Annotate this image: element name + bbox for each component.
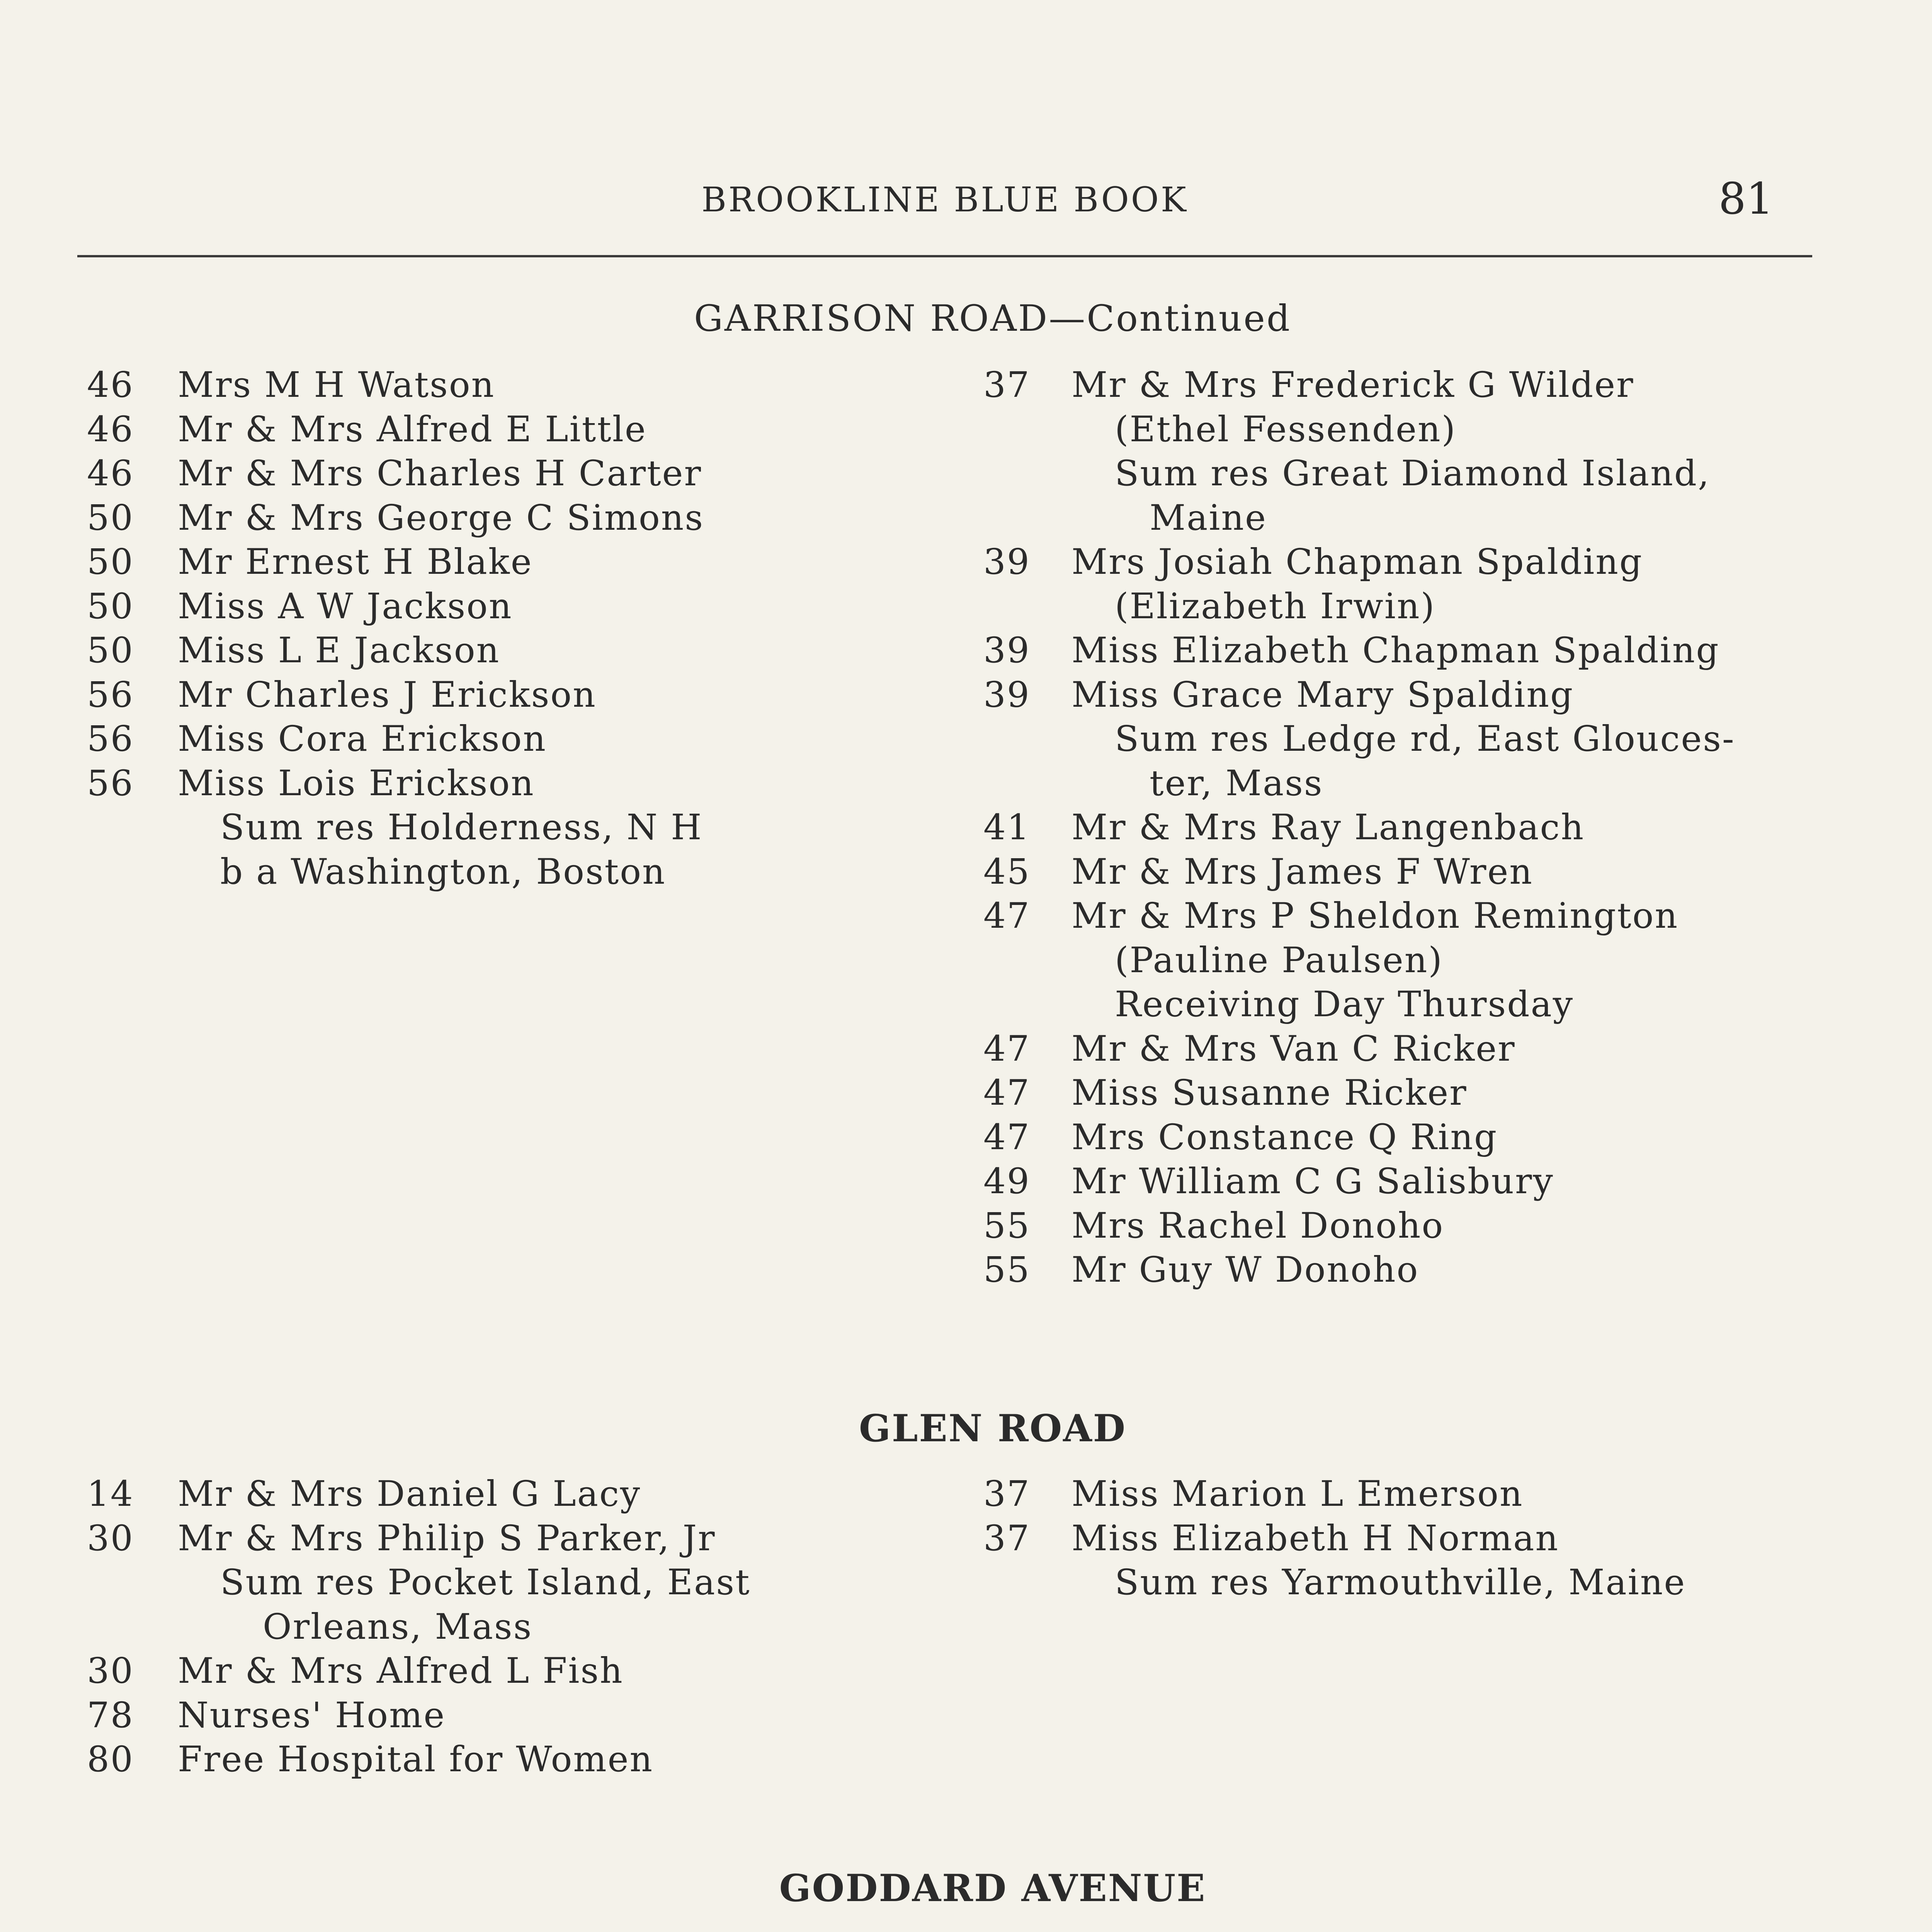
directory-entry <box>87 1472 956 1517</box>
directory-entry <box>87 540 956 585</box>
entry-line <box>983 1248 1911 1293</box>
resident-name: Mr & Mrs Van C Ricker <box>1071 1028 1516 1069</box>
entry-line <box>87 1738 956 1782</box>
resident-name: Nurses' Home <box>178 1695 446 1736</box>
glen-left-column <box>87 1472 956 1782</box>
directory-entry <box>983 1027 1911 1071</box>
house-number: 56 <box>87 674 134 715</box>
directory-entry <box>983 1071 1911 1116</box>
house-number: 47 <box>983 1073 1031 1113</box>
directory-entry <box>983 363 1911 540</box>
entry-continuation-line <box>983 1561 1911 1605</box>
entry-line <box>87 496 956 541</box>
directory-entry <box>87 452 956 496</box>
entry-line <box>87 1694 956 1738</box>
house-number: 46 <box>87 409 134 450</box>
resident-name: Miss Elizabeth Chapman Spalding <box>1071 630 1720 671</box>
entry-continuation-line <box>87 1605 956 1650</box>
house-number: 41 <box>983 807 1031 848</box>
entry-line <box>983 1517 1911 1561</box>
resident-detail: Maine <box>1150 497 1267 538</box>
directory-entry <box>983 850 1911 895</box>
house-number: 50 <box>87 586 134 627</box>
resident-name: Mr & Mrs James F Wren <box>1071 851 1533 892</box>
entry-continuation-line <box>983 496 1911 541</box>
resident-name: Miss Grace Mary Spalding <box>1071 674 1574 715</box>
house-number: 39 <box>983 542 1031 582</box>
directory-entry <box>87 363 956 408</box>
house-number: 47 <box>983 896 1031 936</box>
resident-name: Miss L E Jackson <box>178 630 500 671</box>
resident-detail: b a Washington, Boston <box>220 851 666 892</box>
resident-name: Mr & Mrs Philip S Parker, Jr <box>178 1518 716 1559</box>
resident-name: Mr Ernest H Blake <box>178 542 533 582</box>
entry-line <box>983 1160 1911 1204</box>
resident-name: Mrs Constance Q Ring <box>1071 1117 1498 1158</box>
directory-entry <box>87 585 956 629</box>
house-number: 47 <box>983 1117 1031 1158</box>
house-number: 14 <box>87 1474 134 1514</box>
house-number: 46 <box>87 453 134 494</box>
resident-detail: Sum res Great Diamond Island, <box>1115 453 1710 494</box>
entry-continuation-line <box>983 452 1911 496</box>
running-title: BROOKLINE BLUE BOOK <box>701 180 1188 219</box>
resident-detail: Sum res Yarmouthville, Maine <box>1115 1562 1686 1603</box>
entry-continuation-line <box>87 850 956 895</box>
garrison-right-column <box>983 363 1911 1293</box>
entry-line <box>87 1517 956 1561</box>
house-number: 47 <box>983 1028 1031 1069</box>
entry-line <box>87 717 956 762</box>
glen-right-column <box>983 1472 1911 1605</box>
resident-detail: (Ethel Fessenden) <box>1115 409 1457 450</box>
resident-name: Mr & Mrs P Sheldon Remington <box>1071 896 1679 936</box>
entry-line <box>983 540 1911 585</box>
entry-line <box>983 363 1911 408</box>
house-number: 50 <box>87 497 134 538</box>
house-number: 49 <box>983 1161 1031 1202</box>
directory-entry <box>983 1472 1911 1517</box>
directory-entry <box>87 496 956 541</box>
entry-line <box>983 850 1911 895</box>
page-number: 81 <box>1718 174 1774 224</box>
resident-name: Mr & Mrs Frederick G Wilder <box>1071 365 1634 405</box>
house-number: 78 <box>87 1695 134 1736</box>
resident-name: Mr & Mrs George C Simons <box>178 497 704 538</box>
resident-name: Mr & Mrs Charles H Carter <box>178 453 702 494</box>
resident-name: Miss Susanne Ricker <box>1071 1073 1468 1113</box>
house-number: 39 <box>983 674 1031 715</box>
entry-line <box>983 1204 1911 1248</box>
directory-entry <box>983 1517 1911 1605</box>
entry-continuation-line <box>983 939 1911 983</box>
entry-continuation-line <box>983 717 1911 762</box>
entry-line <box>87 585 956 629</box>
resident-name: Mrs Rachel Donoho <box>1071 1205 1444 1246</box>
directory-entry <box>983 673 1911 806</box>
resident-detail: Sum res Holderness, N H <box>220 807 703 848</box>
resident-name: Mr & Mrs Daniel G Lacy <box>178 1474 641 1514</box>
entry-line <box>87 762 956 806</box>
entry-line <box>87 452 956 496</box>
entry-continuation-line <box>983 408 1911 452</box>
house-number: 55 <box>983 1205 1031 1246</box>
house-number: 37 <box>983 1518 1031 1559</box>
directory-entry <box>983 629 1911 673</box>
entry-line <box>87 629 956 673</box>
resident-detail: Sum res Pocket Island, East <box>220 1562 751 1603</box>
resident-name: Miss Elizabeth H Norman <box>1071 1518 1559 1559</box>
house-number: 46 <box>87 365 134 405</box>
entry-line <box>87 363 956 408</box>
resident-detail: (Pauline Paulsen) <box>1115 940 1443 981</box>
section-heading-goddard-avenue: GODDARD AVENUE <box>779 1866 1206 1910</box>
directory-entry <box>983 806 1911 850</box>
house-number: 50 <box>87 542 134 582</box>
resident-detail: ter, Mass <box>1150 763 1323 804</box>
resident-name: Mr & Mrs Alfred L Fish <box>178 1651 624 1691</box>
resident-name: Miss Marion L Emerson <box>1071 1474 1524 1514</box>
house-number: 30 <box>87 1518 134 1559</box>
resident-name: Mr Charles J Erickson <box>178 674 597 715</box>
resident-name: Mr William C G Salisbury <box>1071 1161 1554 1202</box>
resident-name: Miss Lois Erickson <box>178 763 535 804</box>
house-number: 55 <box>983 1250 1031 1290</box>
house-number: 80 <box>87 1739 134 1780</box>
directory-entry <box>983 1204 1911 1248</box>
entry-line <box>983 673 1911 718</box>
directory-entry <box>983 540 1911 629</box>
resident-name: Mrs M H Watson <box>178 365 495 405</box>
resident-name: Mr & Mrs Ray Langenbach <box>1071 807 1585 848</box>
directory-entry <box>87 1738 956 1782</box>
directory-entry <box>87 1649 956 1694</box>
directory-entry <box>87 717 956 762</box>
directory-entry <box>87 1517 956 1650</box>
resident-name: Miss A W Jackson <box>178 586 513 627</box>
resident-name: Mr Guy W Donoho <box>1071 1250 1419 1290</box>
resident-name: Miss Cora Erickson <box>178 719 547 759</box>
entry-continuation-line <box>87 806 956 850</box>
house-number: 56 <box>87 719 134 759</box>
resident-name: Mrs Josiah Chapman Spalding <box>1071 542 1643 582</box>
house-number: 56 <box>87 763 134 804</box>
directory-entry <box>87 408 956 452</box>
resident-detail: Sum res Ledge rd, East Glouces- <box>1115 719 1735 759</box>
directory-entry <box>87 1694 956 1738</box>
house-number: 37 <box>983 1474 1031 1514</box>
page-header <box>77 174 1812 224</box>
directory-entry <box>983 1116 1911 1160</box>
directory-entry <box>983 1160 1911 1204</box>
entry-line <box>87 1649 956 1694</box>
resident-name: Mr & Mrs Alfred E Little <box>178 409 647 450</box>
directory-entry <box>983 894 1911 1027</box>
directory-entry <box>983 1248 1911 1293</box>
directory-entry <box>87 629 956 673</box>
entry-continuation-line <box>983 585 1911 629</box>
directory-entry <box>87 762 956 895</box>
house-number: 30 <box>87 1651 134 1691</box>
entry-line <box>983 1071 1911 1116</box>
entry-line <box>983 1027 1911 1071</box>
house-number: 37 <box>983 365 1031 405</box>
entry-line <box>983 806 1911 850</box>
garrison-left-column <box>87 363 956 894</box>
entry-line <box>983 1116 1911 1160</box>
entry-line <box>983 894 1911 939</box>
entry-line <box>87 673 956 718</box>
header-rule <box>77 255 1812 257</box>
entry-continuation-line <box>983 983 1911 1027</box>
entry-line <box>87 408 956 452</box>
entry-line <box>983 629 1911 673</box>
entry-continuation-line <box>983 762 1911 806</box>
section-heading-garrison-road: GARRISON ROAD—Continued <box>694 298 1292 340</box>
house-number: 50 <box>87 630 134 671</box>
entry-line <box>983 1472 1911 1517</box>
house-number: 45 <box>983 851 1031 892</box>
resident-name: Free Hospital for Women <box>178 1739 654 1780</box>
resident-detail: Orleans, Mass <box>263 1606 533 1647</box>
entry-line <box>87 540 956 585</box>
section-heading-glen-road: GLEN ROAD <box>859 1406 1126 1450</box>
resident-detail: Receiving Day Thursday <box>1115 984 1574 1025</box>
resident-detail: (Elizabeth Irwin) <box>1115 586 1436 627</box>
house-number: 39 <box>983 630 1031 671</box>
directory-entry <box>87 673 956 718</box>
entry-continuation-line <box>87 1561 956 1605</box>
entry-line <box>87 1472 956 1517</box>
